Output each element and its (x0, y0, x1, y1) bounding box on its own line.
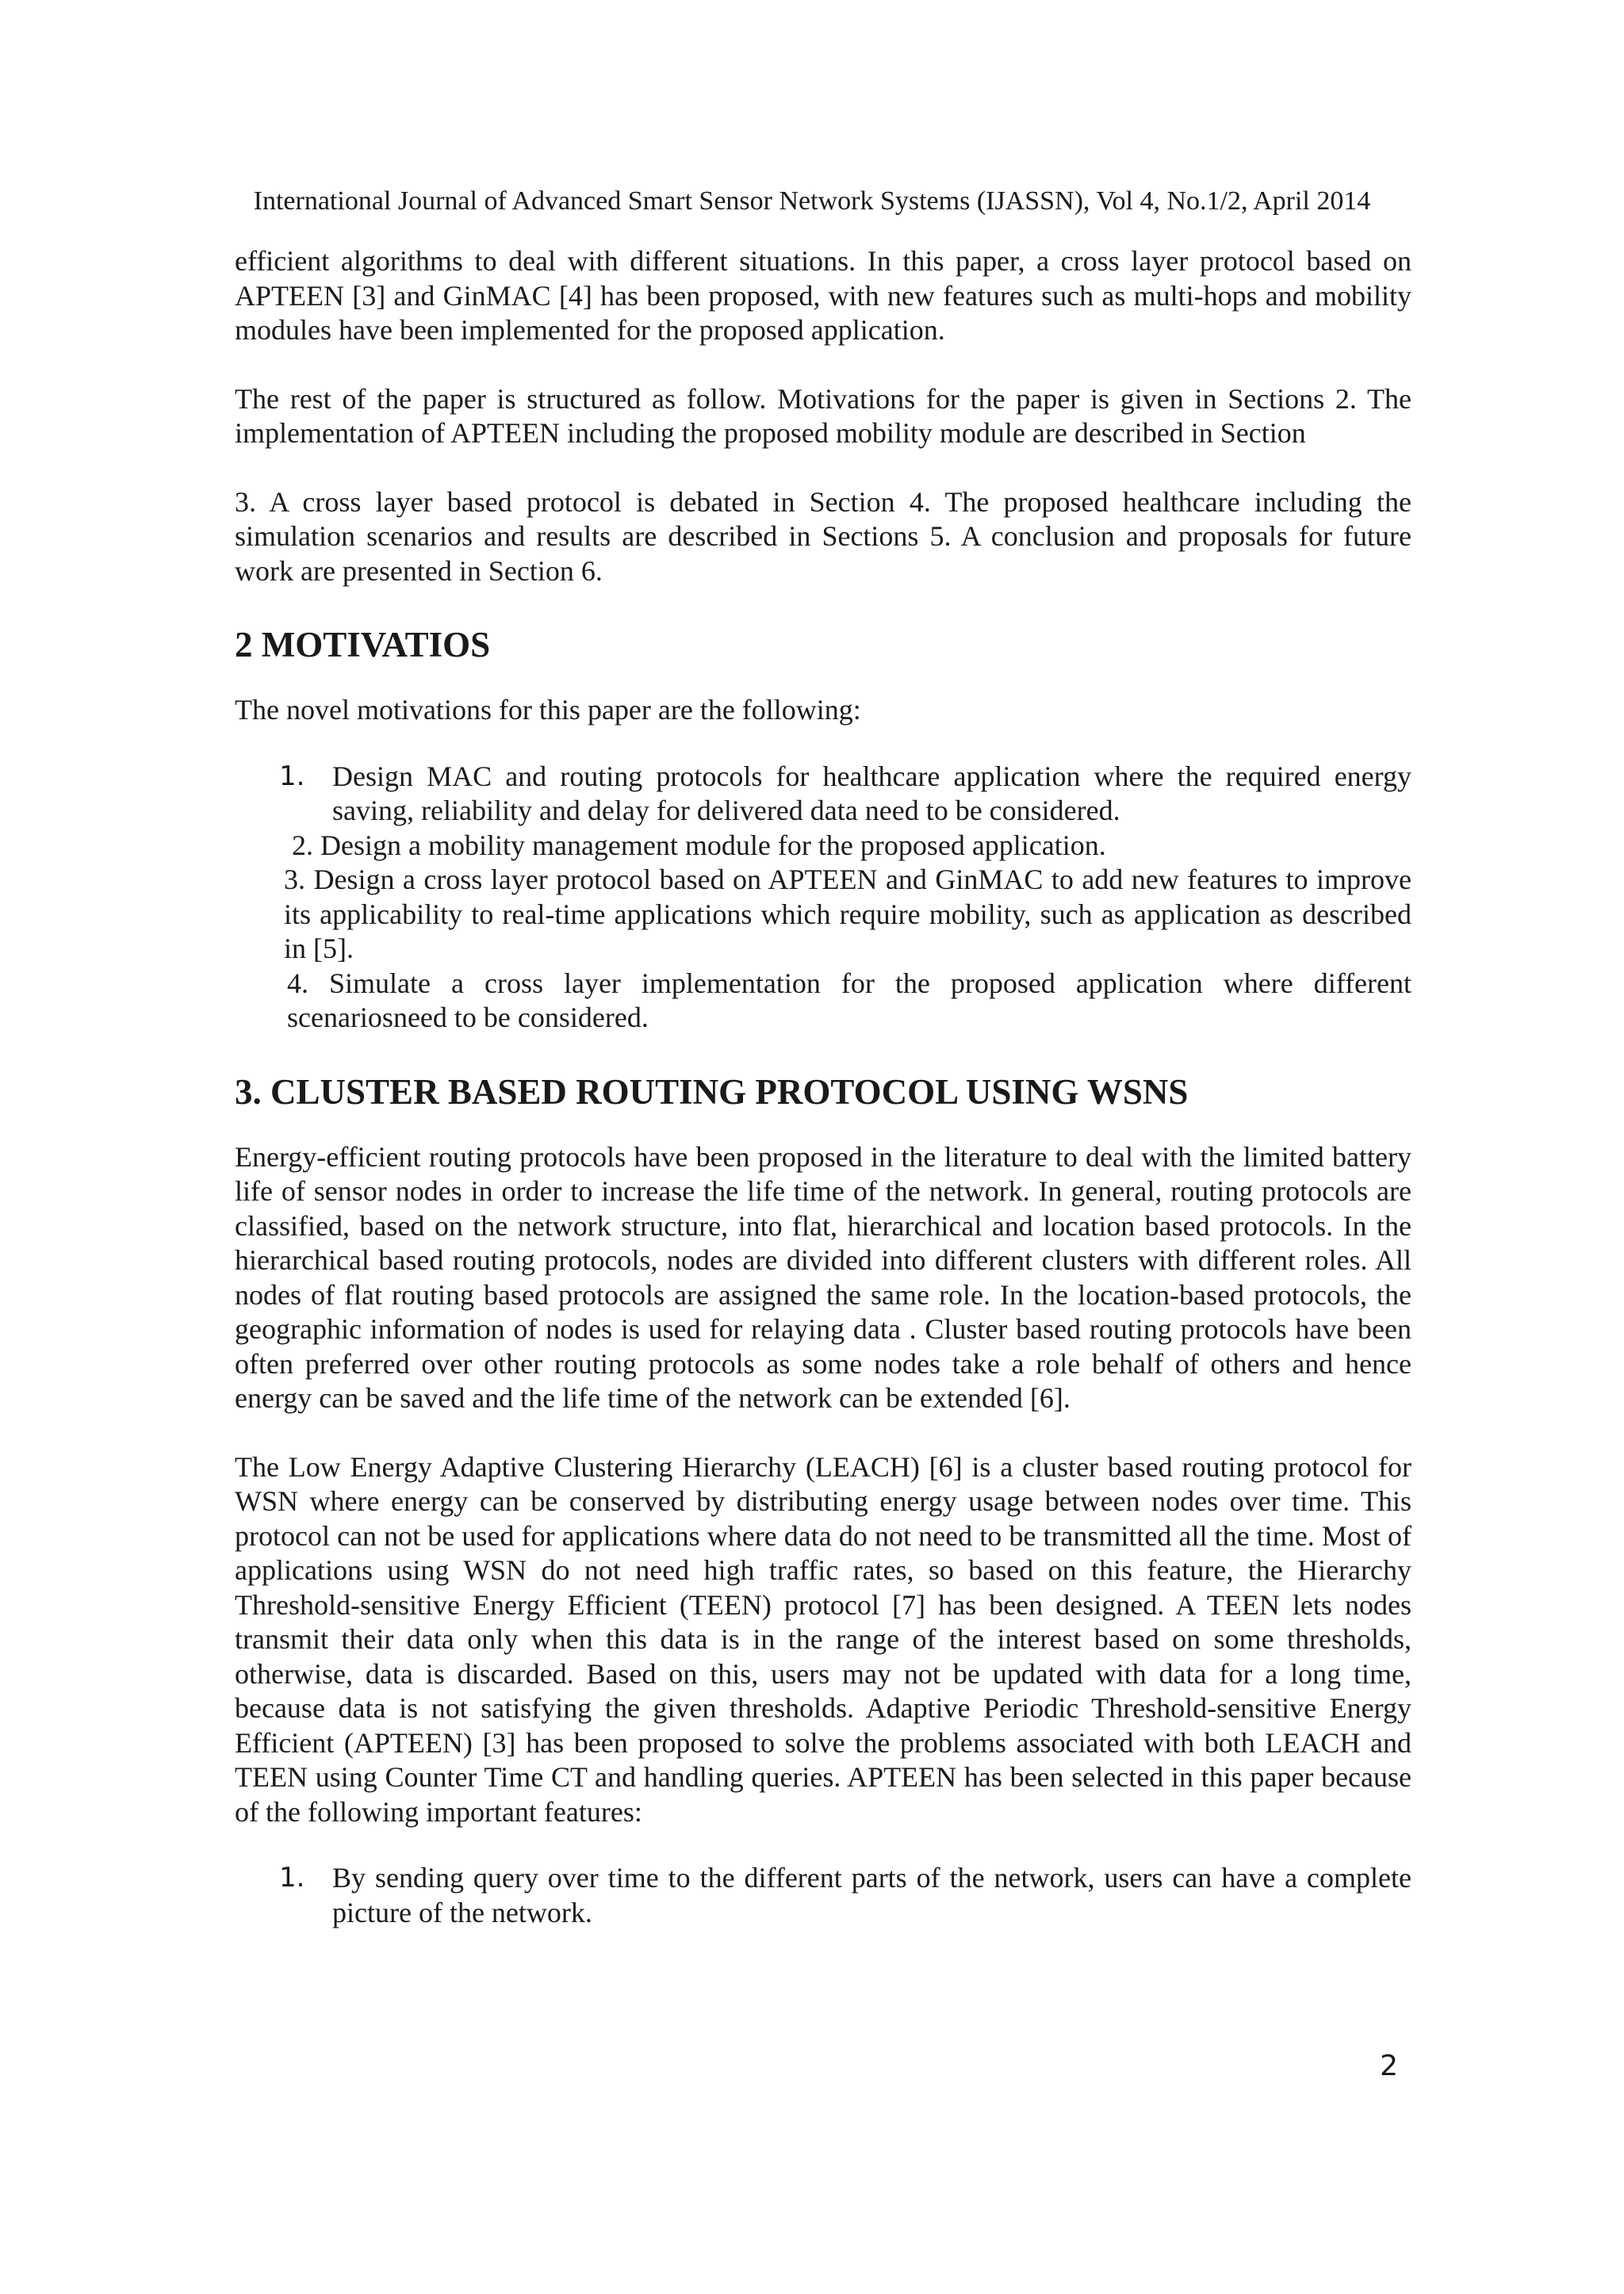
section-3-paragraph-2: The Low Energy Adaptive Clustering Hierarchy (LEACH) [6] is a cluster based routing protocol for WSN where energy can be conserved by distributing energy usage between nodes over time. This protocol can not be used for applications where data do not need to be transmitted all the time. Most of applications using WSN do not need high traffic rates, so based on this feature, the Hierarchy Threshold-sensitive Energy Efficient (TEEN) protocol [7] has been designed. A TEEN lets nodes transmit their data only when this data is in the range of the interest based on some thresholds, otherwise, data is discarded. Based on this, users may not be updated with data for a long time, because data is not satisfying the given thresholds. Adaptive Periodic Threshold-sensitive Energy Efficient (APTEEN) [3] has been proposed to solve the problems associated with both LEACH and TEEN using Counter Time CT and handling queries. APTEEN has been selected in this paper because of the following important features: (235, 1450, 1411, 1828)
motivation-item-1 (235, 760, 1411, 829)
list-number: 1. (279, 760, 305, 792)
motivation-item-2 (235, 829, 1411, 864)
section-2-heading: 2 MOTIVATIOS (235, 625, 491, 664)
intro-paragraph-2: The rest of the paper is structured as follow. Motivations for the paper is given in Sections 2. The implementation of APTEEN including the proposed mobility module are described in Section (235, 382, 1411, 449)
motivation-text: Design MAC and routing protocols for healthcare application where the required energy saving, reliability and delay for delivered data need to be considered. (332, 760, 1411, 826)
section-3-heading: 3. CLUSTER BASED ROUTING PROTOCOL USING WSNS (235, 1071, 1189, 1112)
motivation-text: 4. Simulate a cross layer implementation for the proposed application where different scenariosneed to be considered. (287, 967, 1411, 1033)
page-number: 2 (1380, 2050, 1398, 2082)
intro-paragraph-1: efficient algorithms to deal with different situations. In this paper, a cross layer protocol based on APTEEN [3] and GinMAC [4] has been proposed, with new features such as multi-hops and mobility modules have been implemented for the proposed application. (235, 245, 1411, 346)
motivation-item-4 (235, 967, 1411, 1036)
motivation-text: 2. Design a mobility management module for the proposed application. (292, 829, 1106, 861)
feature-text: By sending query over time to the different parts of the network, users can have a complete picture of the network. (332, 1862, 1411, 1928)
motivations-list (235, 760, 1411, 1036)
page-content (235, 244, 1411, 1930)
motivation-item-3 (235, 863, 1411, 967)
section-2-lead: The novel motivations for this paper are the following: (235, 694, 861, 726)
list-number: 1. (279, 1862, 305, 1894)
section-3-paragraph-1: Energy-efficient routing protocols have been proposed in the literature to deal with the limited battery life of sensor nodes in order to increase the life time of the network. In general, routing protocols are classified, based on the network structure, into flat, hierarchical and location based protocols. In the hierarchical based routing protocols, nodes are divided into different clusters with different roles. All nodes of flat routing based protocols are assigned the same role. In the location-based protocols, the geographic information of nodes is used for relaying data . Cluster based routing protocols have been often preferred over other routing protocols as some nodes take a role behalf of others and hence energy can be saved and the life time of the network can be extended [6]. (235, 1140, 1411, 1414)
apteen-features-list (235, 1861, 1411, 1930)
motivation-text: 3. Design a cross layer protocol based on APTEEN and GinMAC to add new features to improve its applicability to real-time applications which require mobility, such as application as described in [5]. (284, 864, 1411, 964)
feature-item-1 (235, 1861, 1411, 1930)
running-header: International Journal of Advanced Smart Sensor Network Systems (IJASSN), Vol 4, No.1/2, April 2014 (253, 186, 1371, 216)
intro-paragraph-3: 3. A cross layer based protocol is debated in Section 4. The proposed healthcare including the simulation scenarios and results are described in Sections 5. A conclusion and proposals for future work are presented in Section 6. (235, 485, 1411, 587)
